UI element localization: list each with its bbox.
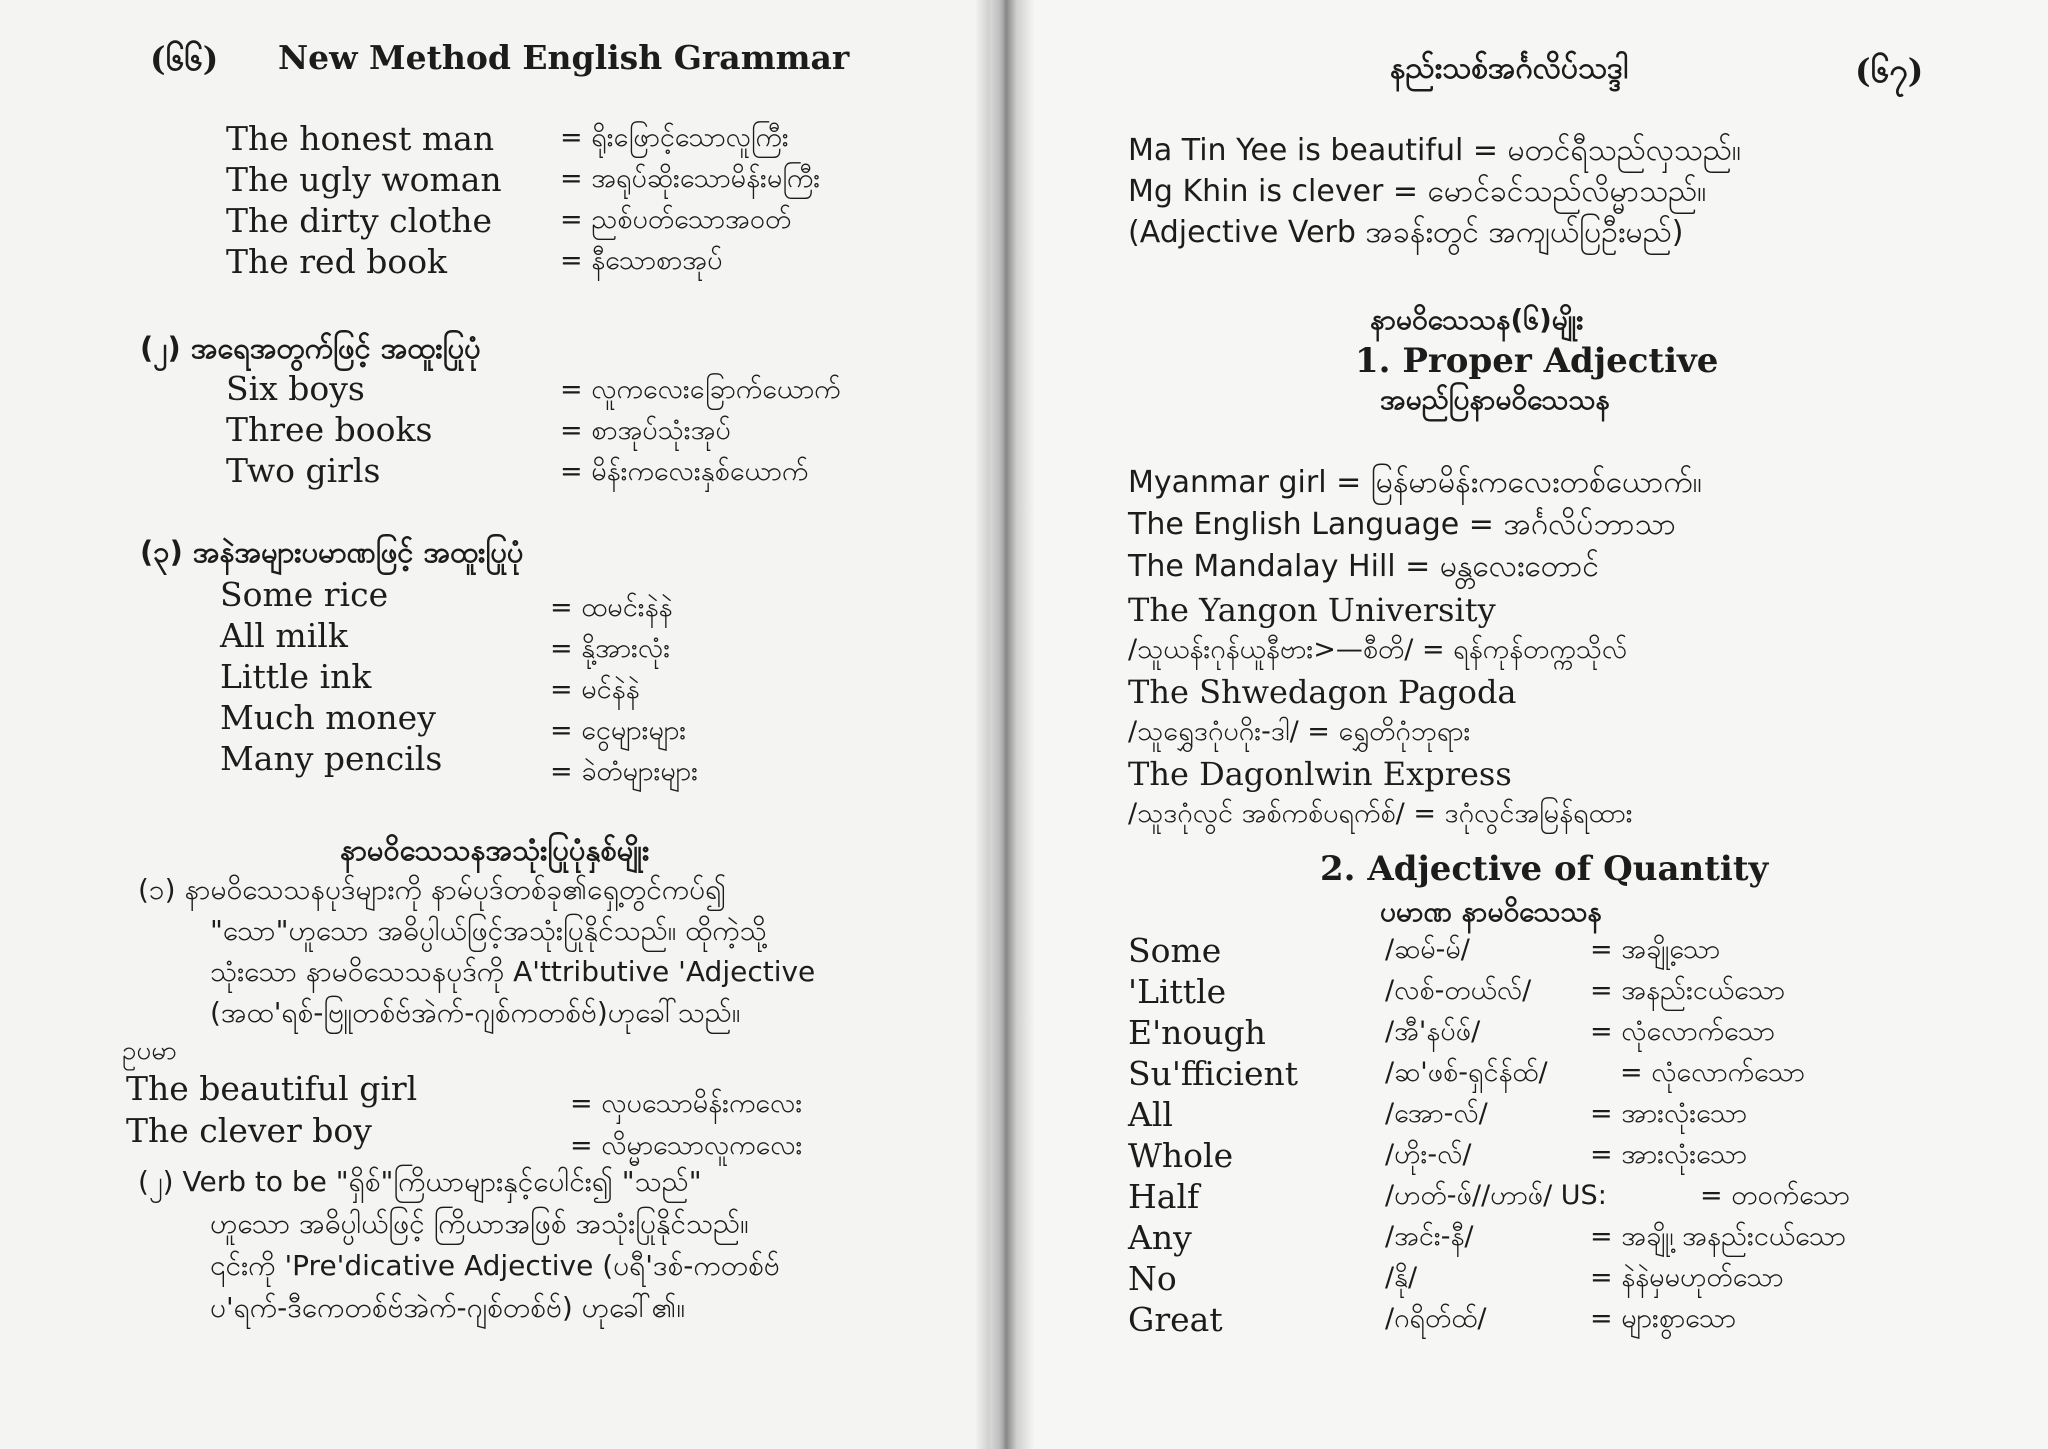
example-en: The honest man	[226, 119, 495, 158]
section-heading: (၂) အရေအတွက်ဖြင့် အထူးပြုပုံ	[140, 331, 481, 365]
paragraph-line: "သော"ဟူသော အဓိပ္ပါယ်ဖြင့်အသုံးပြုနိုင်သည်။ ထိုကဲ့သို့	[210, 914, 767, 947]
proper-line: /သူယန်းဂုန်ယူနီဗား>—စီတိ/ = ရန်ကုန်တက္ကသိုလ်	[1128, 634, 1628, 665]
quantity-word: E'nough	[1128, 1013, 1266, 1052]
example-en: The dirty clothe	[226, 201, 493, 240]
quantity-word: Half	[1128, 1177, 1200, 1216]
quantity-pronunciation: /နို/	[1385, 1262, 1418, 1293]
example-my: = လူကလေးခြောက်ယောက်	[560, 374, 841, 405]
example-en: Many pencils	[220, 739, 443, 778]
example-en: The clever boy	[126, 1111, 372, 1150]
left-page	[0, 0, 990, 1449]
proper-line: /သူဒဂုံလွင် အစ်ကစ်ပရက်စ်/ = ဒဂုံလွင်အမြန်ရထား	[1128, 798, 1633, 829]
quantity-meaning: = နဲနဲမှမဟုတ်သော	[1590, 1262, 1784, 1293]
intro-line: Mg Khin is clever = မောင်ခင်သည်လိမ္မာသည်။	[1128, 174, 1707, 209]
example-en: Some rice	[220, 575, 389, 614]
example-en: Three books	[226, 410, 433, 449]
example-en: The beautiful girl	[126, 1069, 418, 1108]
paragraph-line: (အထ'ရစ်-ဗြူတစ်ဗ်အဲက်-ဂျစ်ကတစ်ဗ်)ဟုခေါ်သည်။	[210, 996, 741, 1029]
page-number-left: (၆၆)	[150, 39, 219, 78]
quantity-pronunciation: /လစ်-တယ်လ်/	[1385, 975, 1532, 1006]
example-my: = နို့အားလုံး	[550, 633, 671, 664]
example-my: = စာအုပ်သုံးအုပ်	[560, 415, 731, 446]
page-number-right: (၆၇)	[1855, 51, 1924, 90]
paragraph-line: ပ'ရက်-ဒီကေတစ်ဗ်အဲက်-ဂျစ်တစ်ဗ်) ဟုခေါ်၏။	[210, 1291, 685, 1324]
example-my: = လိမ္မာသောလူကလေး	[570, 1130, 803, 1161]
section-heading: 1. Proper Adjective	[1355, 341, 1719, 381]
proper-line: Myanmar girl = မြန်မာမိန်းကလေးတစ်ယောက်။	[1128, 465, 1702, 500]
example-en: Two girls	[226, 451, 381, 490]
intro-line: Ma Tin Yee is beautiful = မတင်ရီသည်လှသည်။	[1128, 133, 1741, 168]
quantity-meaning: = အချို့သော	[1590, 934, 1721, 965]
paragraph-line: (၂) Verb to be "ရှိစ်"ကြိယာများနှင့်ပေါင်း၍ "သည်"	[138, 1165, 702, 1198]
proper-line: The Mandalay Hill = မန္တလေးတောင်	[1128, 549, 1599, 584]
quantity-word: Great	[1128, 1300, 1223, 1339]
quantity-meaning: = တဝက်သော	[1700, 1180, 1850, 1211]
right-page	[1000, 0, 2048, 1449]
example-en: The ugly woman	[226, 160, 502, 199]
proper-line: The English Language = အင်္ဂလိပ်ဘာသာ	[1128, 507, 1676, 542]
proper-line: The Dagonlwin Express	[1128, 755, 1512, 793]
example-my: = ခဲတံများများ	[550, 756, 698, 787]
intro-line: (Adjective Verb အခန်းတွင် အကျယ်ပြဦးမည်)	[1128, 215, 1684, 250]
section-heading: 2. Adjective of Quantity	[1320, 849, 1769, 889]
section-subheading: ပမာဏ နာမဝိသေသန	[1380, 895, 1602, 928]
running-header-left: New Method English Grammar	[278, 38, 850, 77]
section-subheading: အမည်ပြနာမဝိသေသန	[1380, 383, 1610, 416]
section-heading: နာမဝိသေသန(၆)မျိုး	[1370, 303, 1584, 336]
example-my: = ထမင်းနဲနဲ	[550, 592, 673, 623]
paragraph-line: သုံးသော နာမဝိသေသနပုဒ်ကို A'ttributive 'Adjective	[210, 955, 816, 988]
example-label: ဥပမာ	[122, 1036, 177, 1066]
example-en: Much money	[220, 698, 436, 737]
quantity-word: Whole	[1128, 1136, 1234, 1175]
example-en: The red book	[226, 242, 448, 281]
quantity-meaning: = လုံလောက်သော	[1620, 1057, 1805, 1088]
example-my: = အရုပ်ဆိုးသောမိန်းမကြီး	[560, 163, 821, 194]
example-en: All milk	[220, 616, 348, 655]
quantity-meaning: = လုံလောက်သော	[1590, 1016, 1775, 1047]
quantity-meaning: = များစွာသော	[1590, 1303, 1736, 1334]
quantity-meaning: = အားလုံးသော	[1590, 1098, 1747, 1129]
proper-line: The Shwedagon Pagoda	[1128, 673, 1517, 711]
quantity-word: Some	[1128, 931, 1222, 970]
quantity-pronunciation: /အော-လ်/	[1385, 1098, 1488, 1129]
quantity-word: All	[1128, 1095, 1173, 1134]
example-my: = မင်နဲနဲ	[550, 674, 640, 705]
book-gutter	[975, 0, 1035, 1449]
quantity-pronunciation: /ဂရိတ်ထ်/	[1385, 1303, 1487, 1334]
example-en: Six boys	[226, 369, 365, 408]
example-my: = ရိုးဖြောင့်သောလူကြီး	[560, 122, 789, 153]
example-my: = ငွေများများ	[550, 715, 687, 746]
example-my: = နီသောစာအုပ်	[560, 245, 723, 276]
quantity-pronunciation: /ဟတ်-ဖ်//ဟာဖ်/ US:	[1385, 1180, 1607, 1211]
quantity-word: Any	[1128, 1218, 1192, 1257]
example-my: = မိန်းကလေးနှစ်ယောက်	[560, 456, 809, 487]
proper-line: The Yangon University	[1128, 591, 1496, 629]
quantity-word: Su'fficient	[1128, 1054, 1299, 1093]
quantity-pronunciation: /အင်း-နီ/	[1385, 1221, 1474, 1252]
paragraph-line: (၁) နာမဝိသေသနပုဒ်များကို နာမ်ပုဒ်တစ်ခု၏ရှေ့တွင်ကပ်၍	[138, 873, 727, 906]
paragraph-line: ၎င်းကို 'Pre'dicative Adjective (ပရီ'ဒစ်-ကတစ်ဗ်	[210, 1249, 780, 1282]
quantity-pronunciation: /ဆမ်-မ်/	[1385, 934, 1470, 965]
example-en: Little ink	[220, 657, 372, 696]
quantity-pronunciation: /ဟိုး-လ်/	[1385, 1139, 1472, 1170]
quantity-meaning: = အားလုံးသော	[1590, 1139, 1747, 1170]
quantity-pronunciation: /အီ'နပ်ဖ်/	[1385, 1016, 1481, 1047]
example-my: = ညစ်ပတ်သောအဝတ်	[560, 204, 792, 235]
quantity-word: 'Little	[1128, 972, 1227, 1011]
usage-heading: နာမဝိသေသနအသုံးပြုပုံနှစ်မျိုး	[340, 833, 650, 867]
example-my: = လှပသောမိန်းကလေး	[570, 1088, 803, 1119]
quantity-word: No	[1128, 1259, 1177, 1298]
quantity-pronunciation: /ဆ'ဖစ်-ရှင်န်ထ်/	[1385, 1057, 1548, 1088]
paragraph-line: ဟူသော အဓိပ္ပါယ်ဖြင့် ကြိယာအဖြစ် အသုံးပြုနိုင်သည်။	[210, 1207, 749, 1240]
quantity-meaning: = အနည်းငယ်သော	[1590, 975, 1785, 1006]
quantity-meaning: = အချို့၊ အနည်းငယ်သော	[1590, 1221, 1846, 1252]
proper-line: /သူရွှေဒဂုံပဂိုး-ဒါ/ = ရွှေတိဂုံဘုရား	[1128, 716, 1471, 747]
section-heading: (၃) အနဲအများပမာဏဖြင့် အထူးပြုပုံ	[140, 535, 524, 569]
running-header-right: နည်းသစ်အင်္ဂလိပ်သဒ္ဒါ	[1390, 51, 1628, 86]
